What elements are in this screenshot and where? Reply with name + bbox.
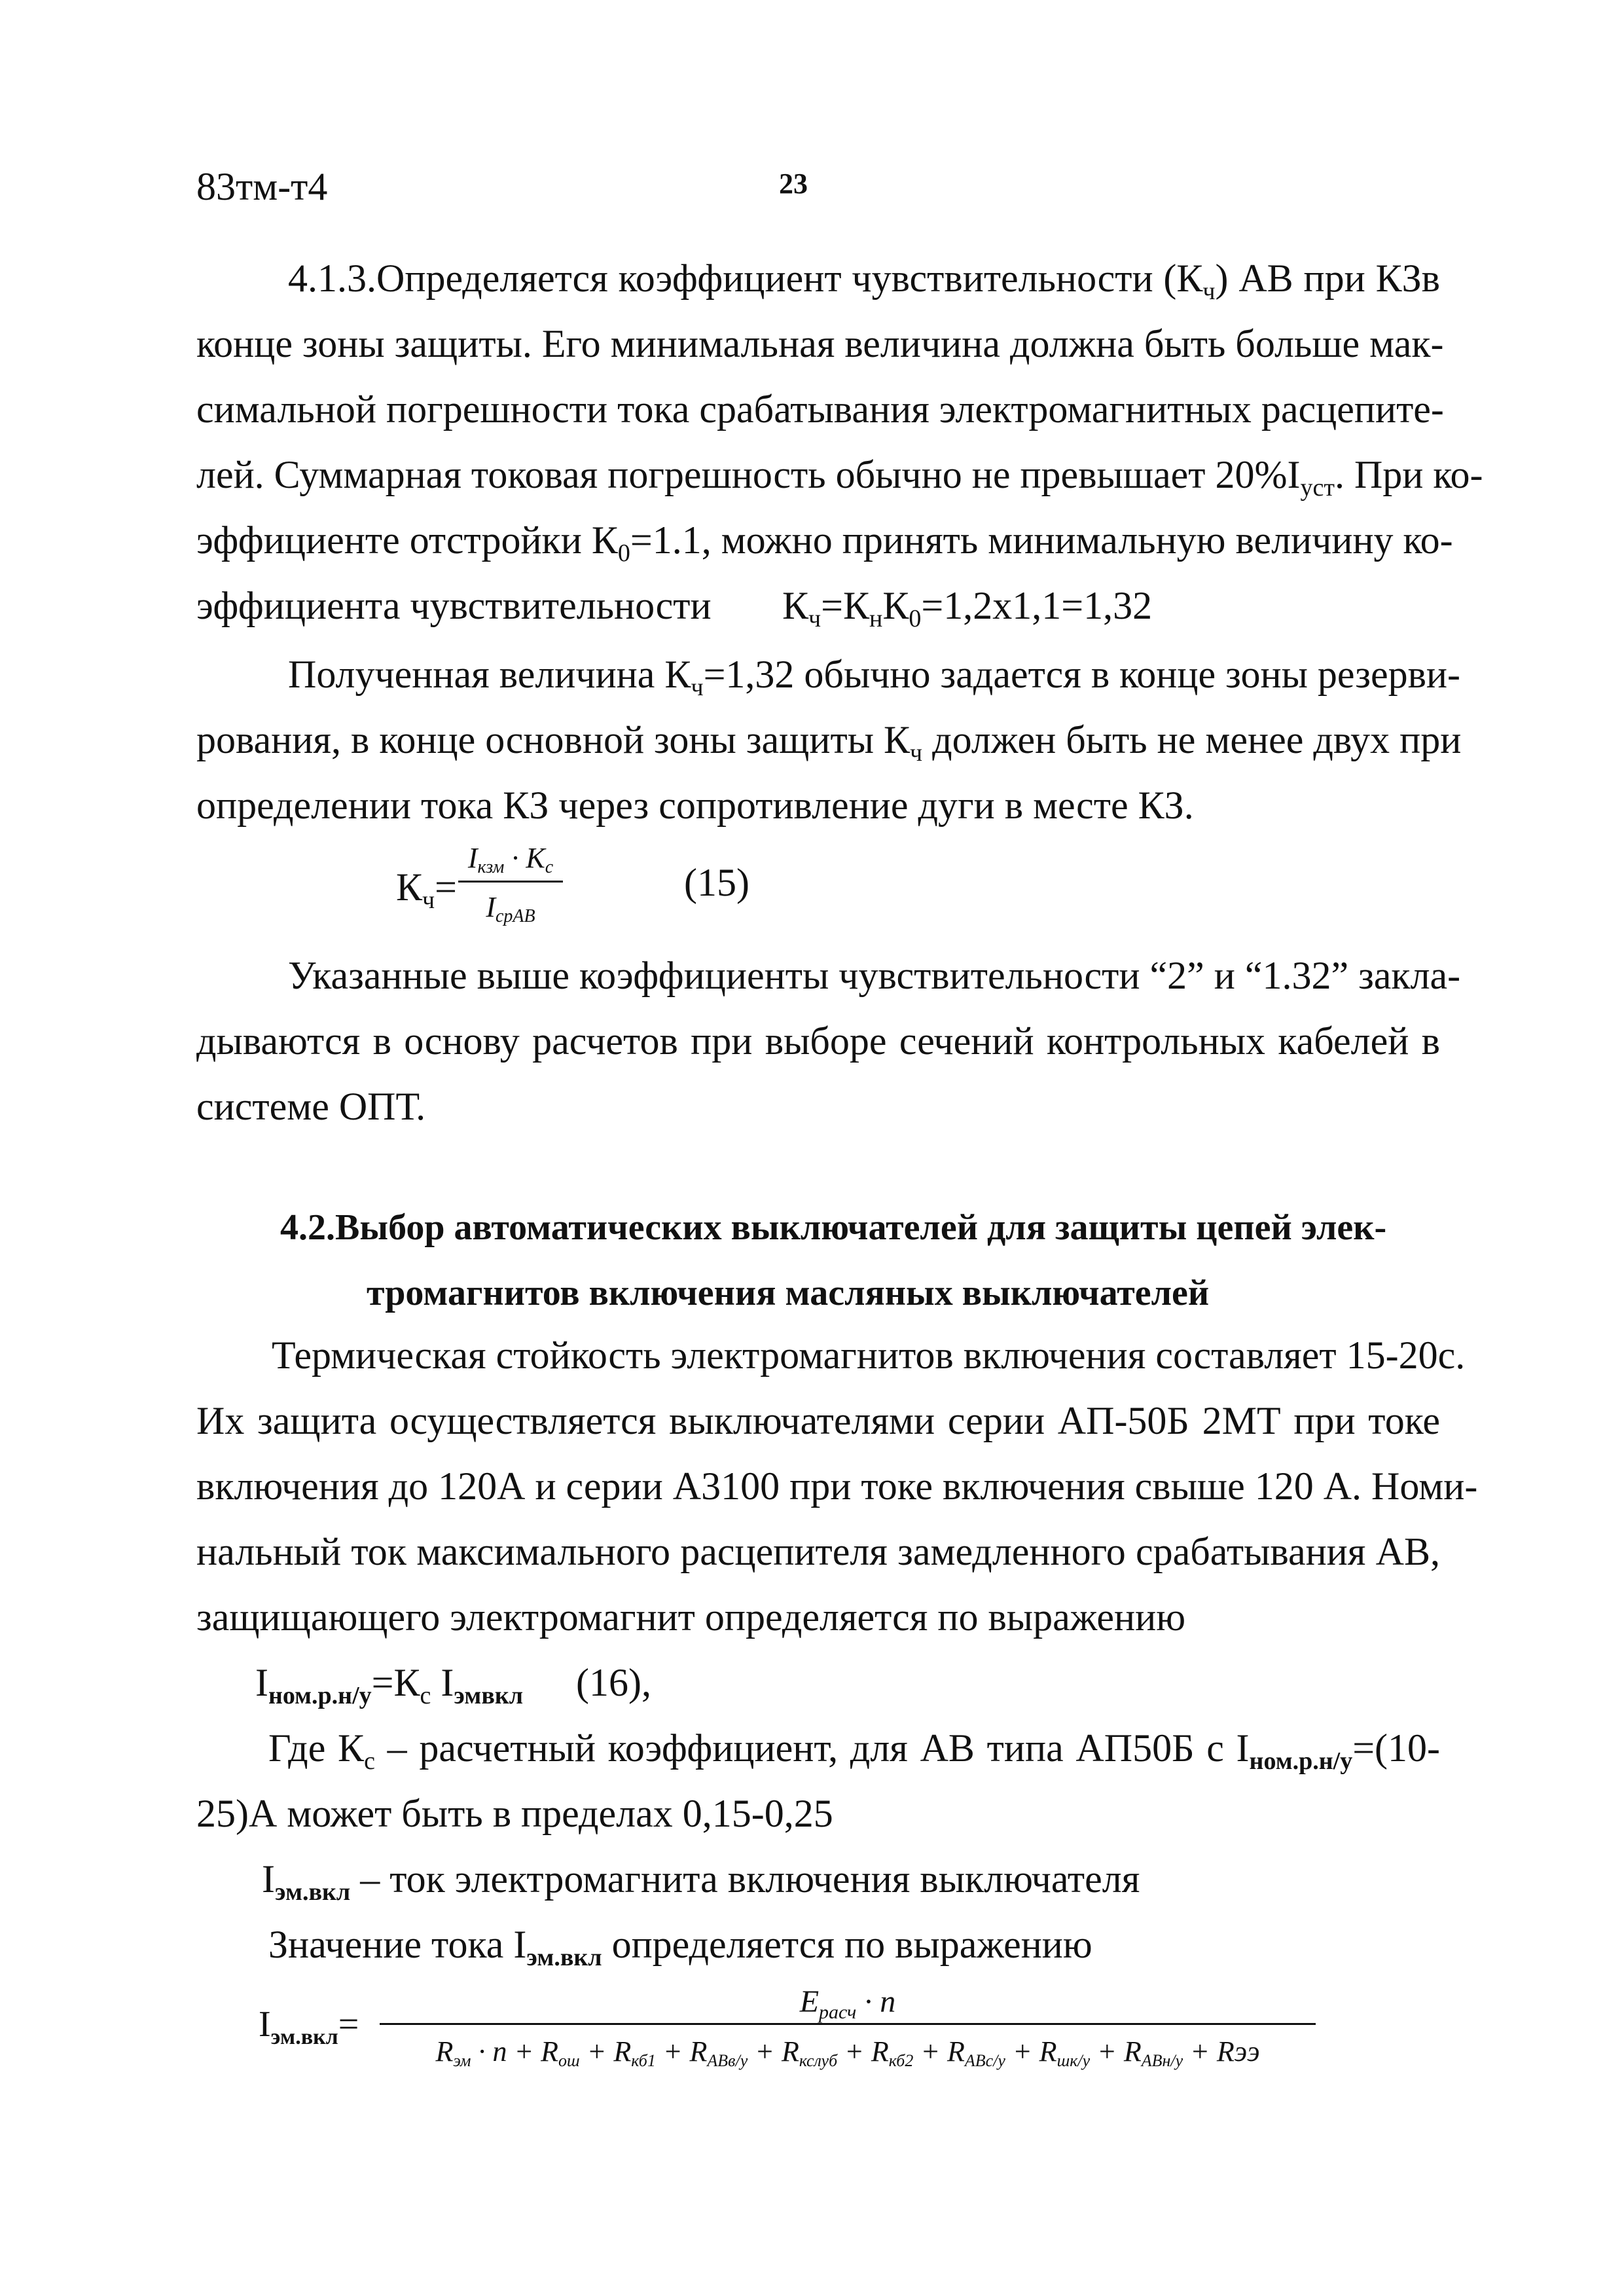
where-line1: Где $К_с$ – расчетный коэффициент, для АВ типа АП50Б с $I_{ном.р.н/у}=(10-$ <box>268 1726 1440 1775</box>
sec42-p1-line3: включения до 120А и серии А3100 при токе включения свыше 120 А. Номи- <box>196 1465 1478 1508</box>
page-number: 23 <box>779 168 808 200</box>
sec42-p1-line4: нальный ток максимального расцепителя замедленного срабатывания АВ, <box>196 1530 1440 1573</box>
formula15-number: (15) <box>684 861 749 904</box>
sensitivity-formula: $К_ч=К_нК_0=1,2х1,1=1,32$ <box>782 584 1153 632</box>
formula16: $I_{ном.р.н/у}=К_с$ $I_{эмвкл}$ <box>255 1661 524 1709</box>
where-line2: 25)А может быть в пределах 0,15-0,25 <box>196 1792 833 1835</box>
sec413-line4: лей. Суммарная токовая погрешность обычно не превышает $20\%I_{уст}$. При ко- <box>196 453 1483 501</box>
final-formula-lhs: $I_{эм.вкл}=$ <box>259 2004 359 2049</box>
final-formula-denominator: Rэм · n + Rош + Rкб1 + RАВв/у + Rкслуб + Rкб2 + RАВс/у + Rшк/у + RАВн/у + Rээ <box>435 2035 1260 2070</box>
formula15-lhs: $К_ч=$ <box>396 866 457 914</box>
section-42-heading-cont: тромагнитов включения масляных выключателей <box>367 1273 1210 1313</box>
para3-line3: системе ОПТ. <box>196 1085 426 1128</box>
sec42-p1-line5: защищающего электромагнит определяется по выражению <box>196 1595 1186 1639</box>
formula15-numerator: Iкзм · Kc <box>467 842 554 877</box>
formula15-denominator: IсрАВ <box>486 891 535 926</box>
sec413-line2: конце зоны защиты. Его минимальная величина должна быть больше мак- <box>196 322 1444 365</box>
formula15-fraction-bar <box>458 881 563 883</box>
formula16-number: (16), <box>576 1661 651 1704</box>
sec413-line5: эффициенте отстройки $К_0=1.1$, можно принять минимальную величину ко- <box>196 519 1453 567</box>
document-code: 83тм-т4 <box>196 165 328 208</box>
para2-line1: Полученная величина $К_ч=1,32$ обычно задается в конце зоны резерви- <box>288 653 1461 701</box>
sec413-line3: симальной погрешности тока срабатывания электромагнитных расцепите- <box>196 388 1444 431</box>
para2-line2: рования, в конце основной зоны защиты $К_ч$ должен быть не менее двух при <box>196 718 1462 767</box>
section-42-heading: 4.2.Выбор автоматических выключателей для защиты цепей элек- <box>280 1207 1387 1248</box>
value-intro: Значение тока $I_{эм.вкл}$ определяется по выражению <box>268 1923 1092 1971</box>
para2-line3: определении тока КЗ через сопротивление дуги в месте КЗ. <box>196 784 1194 827</box>
final-formula-fraction-bar <box>380 2023 1316 2025</box>
final-formula-numerator: $E_{расч} \cdot n$ <box>799 1984 896 2023</box>
sec42-p1-line2: Их защита осуществляется выключателями серии АП-50Б 2МТ при токе <box>196 1399 1440 1442</box>
sec413-line6: эффициента чувствительности <box>196 584 712 627</box>
sec42-p1-line1: Термическая стойкость электромагнитов включения составляет 15-20с. <box>272 1334 1466 1377</box>
para3-line1: Указанные выше коэффициенты чувствительности “2” и “1.32” закла- <box>288 954 1461 997</box>
para3-line2: дываются в основу расчетов при выборе сечений контрольных кабелей в <box>196 1019 1440 1063</box>
iem-definition: $I_{эм.вкл}$ – ток электромагнита включения выключателя <box>262 1857 1140 1906</box>
sec413-line1: 4.1.3.Определяется коэффициент чувствительности $(К_ч)$ АВ при КЗв <box>288 257 1440 305</box>
